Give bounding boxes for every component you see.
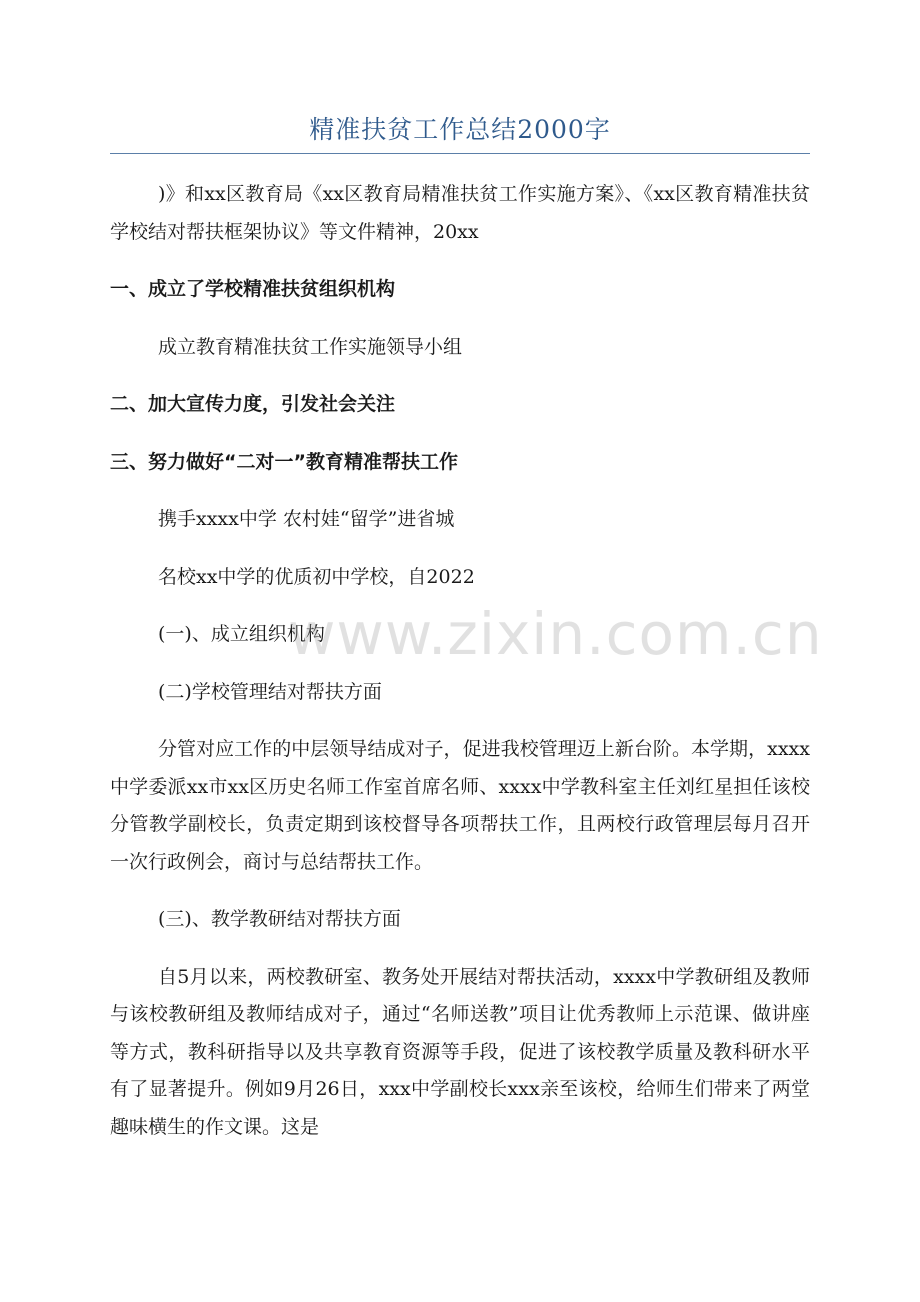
document-body	[110, 176, 810, 1146]
subsection-heading: (一)、成立组织机构	[158, 623, 325, 645]
section-heading: 二、加大宣传力度，引发社会关注	[110, 393, 396, 415]
title-divider	[110, 153, 810, 154]
section-heading: 三、努力做好“二对一”教育精准帮扶工作	[110, 450, 458, 473]
subsection-heading: (二)学校管理结对帮扶方面	[158, 680, 382, 703]
watermark: www.zixin.com.cn	[288, 600, 823, 668]
body-paragraph: 成立教育精准扶贫工作实施领导小组	[158, 335, 463, 358]
subsection-heading: (三)、教学教研结对帮扶方面	[158, 908, 401, 930]
body-paragraph: )》和xx区教育局《xx区教育局精准扶贫工作实施方案》、《xx区教育精准扶贫学校结对帮扶框架协议》等文件精神，20xx	[110, 183, 810, 243]
body-paragraph: 分管对应工作的中层领导结成对子，促进我校管理迈上新台阶。本学期，xxxx中学委派xx市xx区历史名师工作室首席名师、xxxx中学教科室主任刘红星担任该校分管教学副校长，负责定期到该校督导各项帮扶工作，且两校行政管理层每月召开一次行政例会，商讨与总结帮扶工作。	[110, 738, 810, 873]
document-title: 精准扶贫工作总结2000字	[309, 115, 611, 144]
body-paragraph: 携手xxxx中学 农村娃“留学”进省城	[158, 508, 455, 530]
body-paragraph: 名校xx中学的优质初中学校，自2022	[158, 565, 475, 588]
section-heading: 一、成立了学校精准扶贫组织机构	[110, 278, 396, 300]
body-paragraph: 自5月以来，两校教研室、教务处开展结对帮扶活动，xxxx中学教研组及教师与该校教研组及教师结成对子，通过“名师送教”项目让优秀教师上示范课、做讲座等方式，教科研指导以及共享教育资源等手段，促进了该校教学质量及教科研水平有了显著提升。例如9月26日，xxx中学副校长xxx亲至该校，给师生们带来了两堂趣味横生的作文课。这是	[110, 965, 810, 1138]
